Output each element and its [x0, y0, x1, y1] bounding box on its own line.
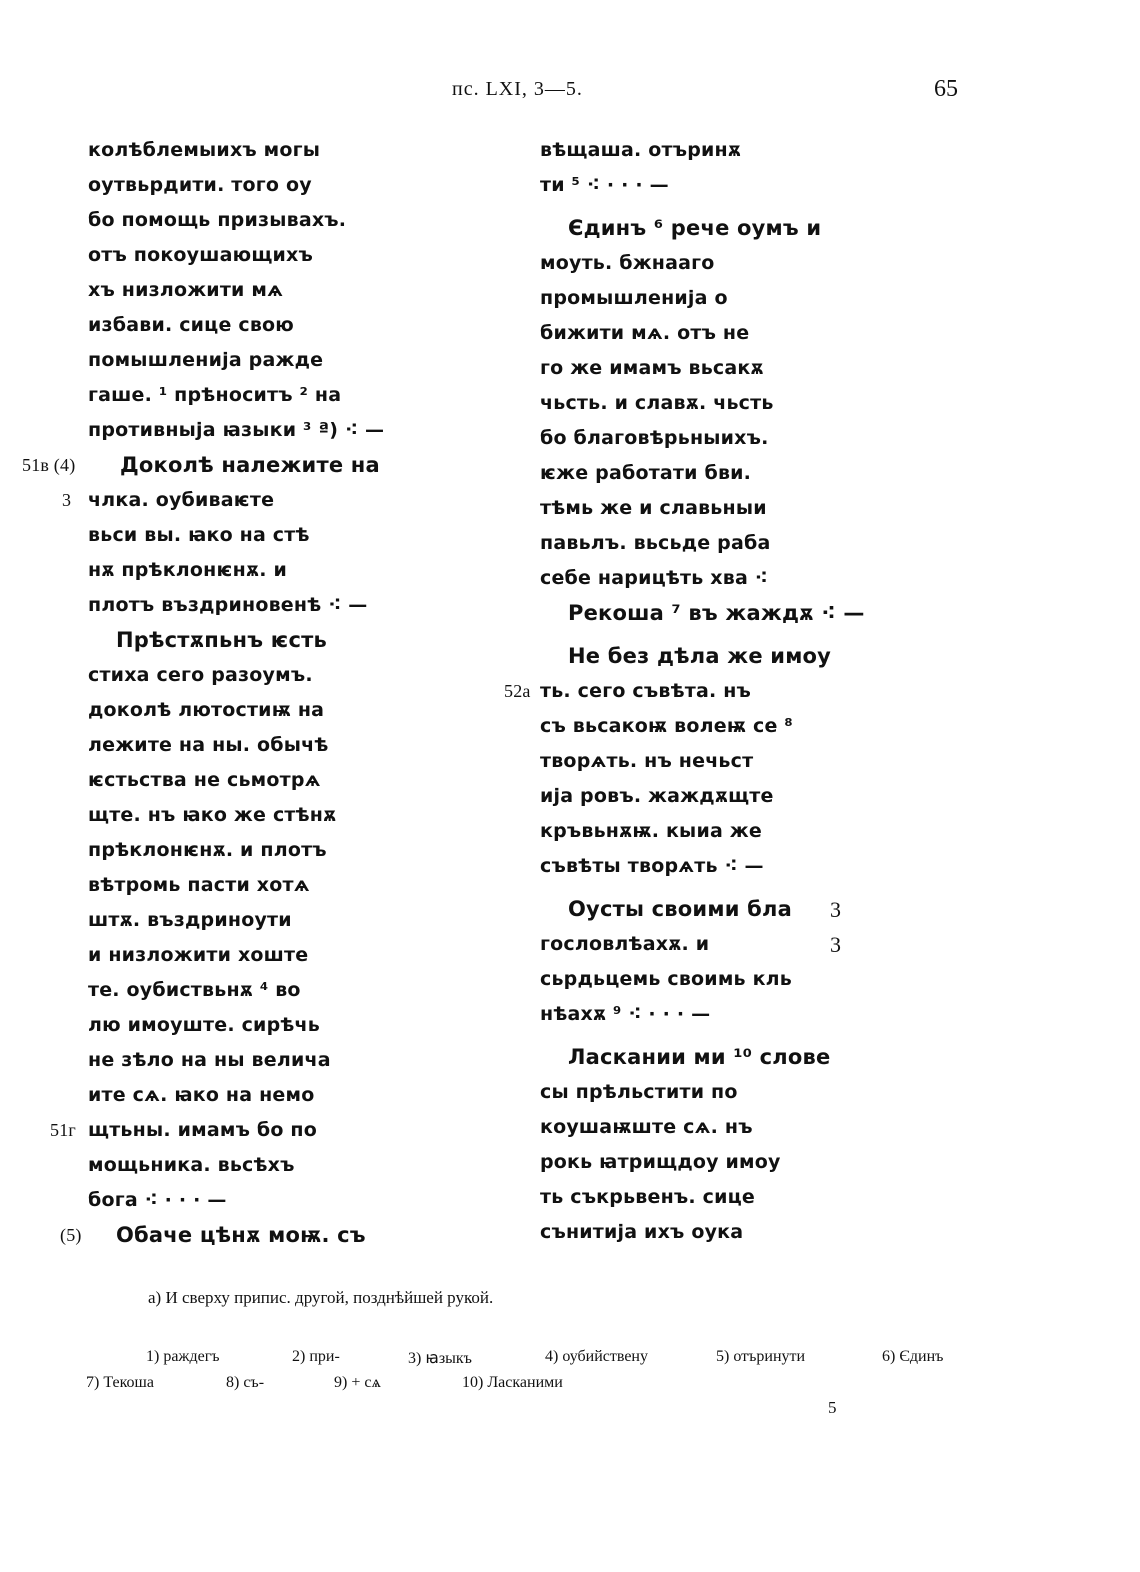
text-line: бога ⁖ · · · —: [88, 1189, 227, 1211]
text-line: мощьника. вьсѣхъ: [88, 1154, 295, 1176]
verse-line: [60, 1218, 448, 1253]
text-line: лю имоуште. сирѣчь: [88, 1014, 321, 1036]
text-line: не зѣло на ны велича: [88, 1049, 331, 1071]
variant-reading: 10) Ласканими: [462, 1374, 563, 1391]
verse-line: Рекоша ⁷ въ жаждѫ ⁖ —: [568, 601, 865, 625]
text-line: рокь ꙗтрищдоу имоу: [540, 1151, 781, 1173]
text-line-content: щтьны. имамъ бо по: [88, 1119, 317, 1141]
text-line-content: Оусты своими бла: [568, 897, 792, 921]
commentary-start-line: Єдинъ ⁶ рече оумъ и: [568, 216, 822, 240]
editorial-footnote: а) И сверху припис. другой, позднѣйшей рукой.: [148, 1288, 494, 1307]
verse-line: [22, 448, 448, 483]
variant-reading: 3) ꙗзыкъ: [408, 1350, 472, 1367]
text-line: ија ровъ. жаждѫщте: [540, 785, 774, 807]
text-line: [50, 1113, 448, 1148]
text-line: [540, 927, 900, 962]
text-line: промышленија о: [540, 287, 728, 309]
text-line: го же имамъ вьсакѫ: [540, 357, 764, 379]
text-line: ѥстьства не сьмотрѧ: [88, 769, 321, 791]
margin-mark: 3: [830, 932, 842, 957]
text-line: и низложити хоште: [88, 944, 309, 966]
commentary-start-line: Не без дѣла же имоу: [568, 644, 832, 668]
margin-verse-number: (5): [60, 1225, 82, 1245]
variant-readings: [0, 1348, 1140, 1408]
variant-reading: 9) + сѧ: [334, 1374, 381, 1391]
text-line: избави. сице свою: [88, 314, 294, 336]
text-line: тѣмь же и славьныи: [540, 497, 767, 519]
text-line: творѧть. нъ нечьст: [540, 750, 754, 772]
page-header-title: пс. LXI, 3—5.: [452, 78, 583, 100]
text-line: нѣахѫ ⁹ ⁖ · · · —: [540, 1003, 711, 1025]
text-line: вьси вы. ꙗко на стѣ: [88, 524, 310, 546]
text-line: сънитија ихъ оука: [540, 1221, 744, 1243]
text-line: павьлъ. вьсьде раба: [540, 532, 771, 554]
text-line: вѣтромь пасти хотѧ: [88, 874, 310, 896]
text-line: чьсть. и славѫ. чьсть: [540, 392, 774, 414]
text-line: съвѣты творѧть ⁖ —: [540, 855, 764, 877]
text-line: помышленија ражде: [88, 349, 324, 371]
text-line: [62, 483, 448, 518]
text-line: вѣщаша. отъринѫ: [540, 139, 742, 161]
text-line: ти ⁵ ⁖ · · · —: [540, 174, 669, 196]
text-line: кръвьнѫѭ. кыиа же: [540, 820, 762, 842]
variant-reading: 1) раждегъ: [146, 1348, 220, 1365]
variant-reading: 2) при-: [292, 1348, 340, 1365]
commentary-start-line: Прѣстѫпьнъ ѥсть: [116, 628, 328, 652]
text-line: сы прѣльстити по: [540, 1081, 738, 1103]
text-line: сьрдьцемь своимь кль: [540, 968, 793, 990]
text-line: коушаѭште сѧ. нъ: [540, 1116, 753, 1138]
text-line: бижити мѧ. отъ не: [540, 322, 750, 344]
text-line: ите сѧ. ꙗко на немо: [88, 1084, 315, 1106]
text-line: отъ покоушающихъ: [88, 244, 313, 266]
text-line: гаше. ¹ прѣноситъ ² на: [88, 384, 342, 406]
text-line: ть съкрьвенъ. сице: [540, 1186, 755, 1208]
text-line: оутвьрдити. того оу: [88, 174, 312, 196]
text-line: лежите на ны. обычѣ: [88, 734, 329, 756]
text-line: бо помощь призывахъ.: [88, 209, 347, 231]
verse-line: [540, 892, 900, 927]
verse-start-text: Обаче цѣнѫ моѭ. съ: [116, 1223, 366, 1247]
margin-folio-mark: 52а: [504, 681, 531, 701]
text-line: противныја ꙗзыки ³ ª) ⁖ —: [88, 419, 385, 441]
variant-reading: 7) Текоша: [86, 1374, 154, 1391]
text-line: бо благовѣрьныихъ.: [540, 427, 769, 449]
verse-start-text: Доколѣ належите на: [120, 453, 380, 477]
text-line: колѣблемыихъ могы: [88, 139, 321, 161]
text-line-content: гословлѣахѫ. и: [540, 933, 710, 955]
left-column: [22, 133, 448, 1253]
right-column: [504, 133, 900, 1250]
margin-mark: 3: [830, 897, 842, 922]
text-line: хъ низложити мѧ: [88, 279, 284, 301]
variant-reading: 8) съ-: [226, 1374, 265, 1391]
text-line: съ вьсакоѭ волеѭ се ⁸: [540, 715, 793, 737]
text-line: щте. нъ ꙗко же стѣнѫ: [88, 804, 337, 826]
margin-folio-mark: 51г: [50, 1120, 76, 1140]
text-line: штѫ. въздриноути: [88, 909, 292, 931]
text-line: [504, 674, 900, 709]
text-line: нѫ прѣклонѥнѫ. и: [88, 559, 287, 581]
text-line: доколѣ лютостиѭ на: [88, 699, 325, 721]
margin-folio-mark: 51в (4): [22, 455, 76, 475]
text-line-content: члка. оубиваѥте: [88, 489, 275, 511]
text-line: себе нарицѣть хва ⁖: [540, 567, 768, 589]
text-line: моуть. бжнааго: [540, 252, 715, 274]
commentary-start-line: Ласкании ми ¹⁰ слове: [568, 1045, 831, 1069]
text-line: плотъ въздриновенѣ ⁖ —: [88, 594, 368, 616]
text-line: ѥже работати бви.: [540, 462, 752, 484]
variant-reading: 4) оубийствену: [545, 1348, 648, 1365]
page-number: 65: [934, 76, 958, 102]
text-line: стиха сего разоумъ.: [88, 664, 313, 686]
variant-reading: 6) Єдинъ: [882, 1348, 944, 1365]
text-line: прѣклонѥнѫ. и плотъ: [88, 839, 327, 861]
margin-mark: 3: [62, 490, 72, 510]
printer-signature: 5: [828, 1398, 837, 1417]
text-line: те. оубиствьнѫ ⁴ во: [88, 979, 301, 1001]
variant-reading: 5) отъринути: [716, 1348, 806, 1365]
text-line-content: ть. сего съвѣта. нъ: [540, 680, 752, 702]
